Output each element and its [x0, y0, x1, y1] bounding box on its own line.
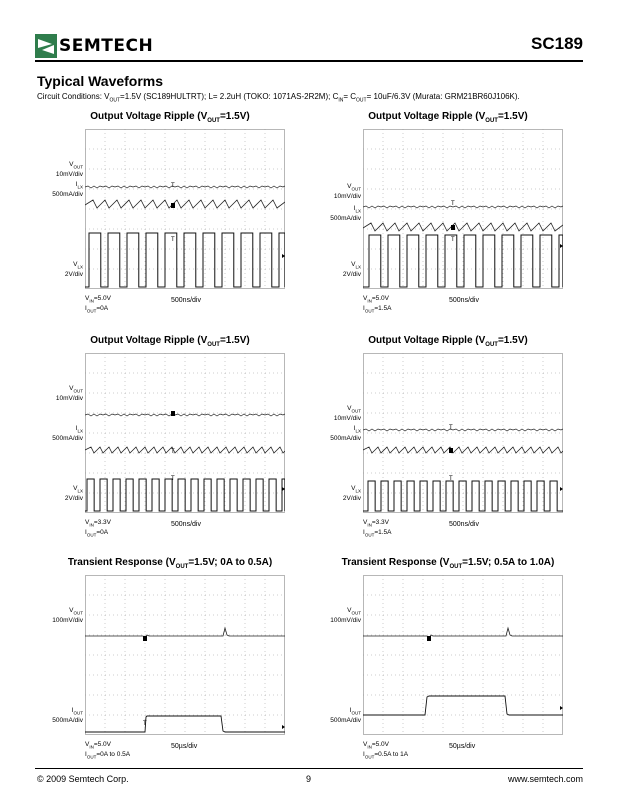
trigger-marker-1: [143, 636, 147, 641]
page-header: [35, 34, 583, 62]
trigger-marker-2: [171, 203, 175, 208]
channel-label-vout: $V_{OUT}$ 100mV/div: [52, 607, 83, 624]
panel-conditions: $V_{IN}=5.0V$ $I_{OUT}=0A$: [85, 295, 112, 314]
waveform-panel: [313, 335, 583, 550]
page-number: 9: [306, 774, 312, 784]
channel-label-vout: $V_{OUT}$ 10mV/div: [333, 183, 361, 200]
trigger-marker-1: T: [451, 201, 455, 207]
logo-text: SEMTECH: [59, 36, 154, 56]
scope-grid: [363, 353, 563, 513]
panel-title: Transient Response ($V_{OUT}=1.5V$; 0A to 0.5A): [67, 557, 273, 570]
trigger-marker-3: T: [449, 476, 453, 482]
trigger-marker-3: T: [171, 237, 175, 243]
vout-trace: [85, 186, 285, 188]
scope-grid: [363, 575, 563, 735]
footer-divider: [35, 768, 583, 769]
channel-label-vlx: $V_{LX}$ 2V/div: [64, 261, 83, 278]
panel-conditions: $V_{IN}=3.3V$ $I_{OUT}=1.5A$: [363, 519, 392, 538]
channel-label-iout: $I_{OUT}$ 500mA/div: [52, 707, 83, 724]
timebase-label: 500ns/div: [449, 521, 479, 528]
panel-title: Output Voltage Ripple $(V_{OUT}=1.5V)$: [368, 111, 528, 124]
scope-grid: [85, 575, 285, 735]
semtech-logo: [35, 34, 153, 58]
transient-panel: [313, 557, 583, 772]
trigger-marker-2: T: [143, 721, 147, 727]
channel-label-vlx: $V_{LX}$ 2V/div: [342, 485, 361, 502]
trigger-marker-1: T: [449, 425, 453, 431]
trigger-marker-2: [451, 225, 455, 230]
panel-conditions: $V_{IN}=5.0V$ $I_{OUT}=0.5A$ to 1A: [363, 741, 409, 760]
website-link[interactable]: www.semtech.com: [507, 774, 583, 784]
channel-label-ilx: $I_{LX}$ 500mA/div: [330, 425, 361, 442]
copyright: © 2009 Semtech Corp.: [37, 774, 129, 784]
trigger-marker-1: T: [171, 183, 175, 189]
trigger-marker-1: [427, 636, 431, 641]
trigger-marker-2: [449, 448, 453, 453]
timebase-label: 50µs/div: [449, 743, 476, 750]
scope-screen: [85, 129, 285, 289]
header-divider: [35, 60, 583, 62]
panel-conditions: $V_{IN}=5.0V$ $I_{OUT}=1.5A$: [363, 295, 392, 314]
timebase-label: 50µs/div: [171, 743, 198, 750]
section-title: Typical Waveforms: [37, 73, 164, 89]
scope-screen: [363, 353, 563, 513]
timebase-label: 500ns/div: [171, 521, 201, 528]
panel-conditions: $V_{IN}=5.0V$ $I_{OUT}=0A$ to 0.5A: [85, 741, 131, 760]
transient-panel: [35, 557, 305, 772]
channel-label-vlx: $V_{LX}$ 2V/div: [64, 485, 83, 502]
panel-title: Output Voltage Ripple $(V_{OUT}=1.5V)$: [368, 335, 528, 348]
circuit-conditions: Circuit Conditions: $V_{OUT}=1.5V$ (SC189HULTRT); L= 2.2uH (TOKO: 1071AS-2R2M); $C_{IN}= C_{OUT}= 10uF/6.3V$ (Murata: GRM21BR60J106K).: [37, 92, 520, 104]
vout-trace: [85, 414, 285, 416]
channel-label-vout: $V_{OUT}$ 10mV/div: [55, 161, 83, 178]
panel-title: Output Voltage Ripple $(V_{OUT}=1.5V)$: [90, 111, 250, 124]
part-number: SC189: [531, 34, 583, 53]
waveform-panel: [313, 111, 583, 326]
vout-trace: [85, 628, 285, 638]
waveform-panel: [35, 111, 305, 326]
semtech-logo-icon: [35, 34, 57, 58]
vout-trace: [363, 206, 563, 208]
scope-screen: [363, 129, 563, 289]
scope-grid: [85, 129, 285, 289]
trigger-marker-1: [171, 411, 175, 416]
channel-label-ilx: $I_{LX}$ 500mA/div: [330, 205, 361, 222]
trigger-marker-3: T: [451, 237, 455, 243]
channel-label-ilx: $I_{LX}$ 500mA/div: [52, 181, 83, 198]
channel-label-vout: $V_{OUT}$ 100mV/div: [330, 607, 361, 624]
iout-trace: [363, 696, 563, 715]
channel-label-vout: $V_{OUT}$ 10mV/div: [333, 405, 361, 422]
trigger-marker-3: T: [171, 476, 175, 482]
scope-screen: [363, 575, 563, 735]
panel-title: Output Voltage Ripple $(V_{OUT}=1.5V)$: [90, 335, 250, 348]
timebase-label: 500ns/div: [449, 297, 479, 304]
channel-label-vout: $V_{OUT}$ 10mV/div: [55, 385, 83, 402]
panel-title: Transient Response ($V_{OUT}=1.5V$; 0.5A to 1.0A): [341, 557, 555, 570]
vout-trace: [363, 429, 563, 431]
scope-screen: [85, 575, 285, 735]
scope-screen: [85, 353, 285, 513]
vout-trace: [363, 628, 563, 639]
channel-label-iout: $I_{OUT}$ 500mA/div: [330, 707, 361, 724]
trigger-marker-2: T: [171, 449, 175, 455]
panel-conditions: $V_{IN}=3.3V$ $I_{OUT}=0A$: [85, 519, 112, 538]
channel-label-vlx: $V_{LX}$ 2V/div: [342, 261, 361, 278]
timebase-label: 500ns/div: [171, 297, 201, 304]
vlx-trace: [85, 479, 285, 511]
channel-label-ilx: $I_{LX}$ 500mA/div: [52, 425, 83, 442]
waveform-panel: [35, 335, 305, 550]
